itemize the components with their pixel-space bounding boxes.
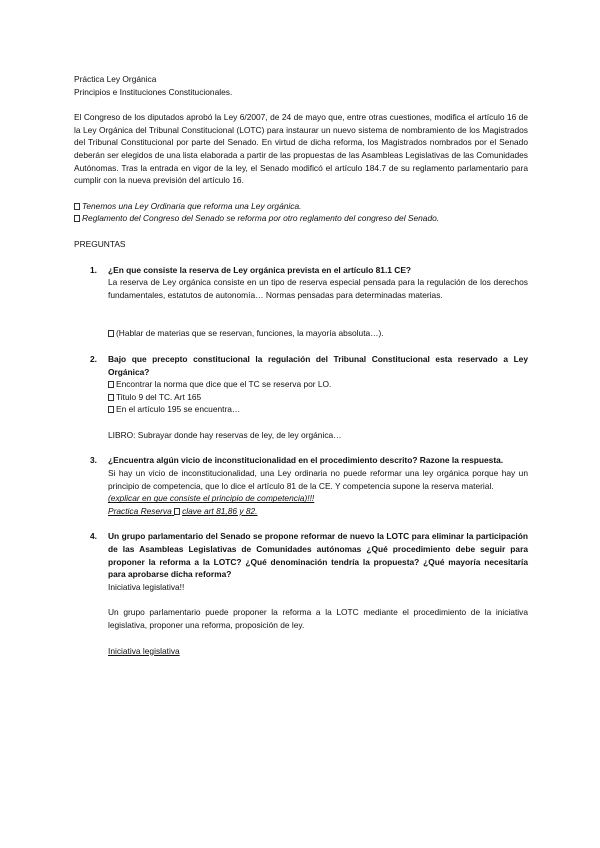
preguntas-heading: PREGUNTAS: [74, 238, 126, 249]
practice-note: [108, 505, 528, 518]
list-item: [108, 378, 528, 391]
question-number: 2.: [90, 353, 97, 364]
note-2-text: Reglamento del Congreso del Senado se reforma por otro reglamento del congreso del Senado.: [82, 213, 440, 224]
note-2: [74, 212, 528, 225]
doc-title: Práctica Ley Orgánica: [74, 74, 157, 84]
checkbox-icon: [108, 330, 114, 337]
question-title: Un grupo parlamentario del Senado se propone reformar de nuevo la LOTC para eliminar la participación de las Asambleas Legislativas de Comunidades autónomas ¿Qué procedimiento debe seguir para proponer la reforma a la LOTC? ¿Qué denominación tendría la propuesta? ¿Qué mayoría necesitaría para aprobarse dicha reforma?: [108, 531, 528, 580]
principle-note: (explicar en que consiste el principio de competencia)!!!: [108, 493, 315, 504]
list-item-text: Titulo 9 del TC. Art 165: [116, 391, 202, 402]
question-number: 4.: [90, 531, 97, 542]
question-title: ¿En que consiste la reserva de Ley orgánica prevista en el artículo 81.1 CE?: [108, 264, 412, 275]
list-item-text: En el artículo 195 se encuentra…: [116, 404, 241, 415]
libro-note: LIBRO: Subrayar donde hay reservas de ley, de ley orgánica…: [108, 429, 342, 440]
question-number: 3.: [90, 455, 97, 466]
list-item: [108, 391, 528, 404]
note-1: [74, 200, 528, 213]
question-1: [74, 264, 528, 340]
question-title: ¿Encuentra algún vicio de inconstitucionalidad en el procedimiento descrito? Razone la respuesta.: [108, 455, 504, 466]
checkbox-icon: [174, 508, 180, 515]
doc-subtitle: Principios e Instituciones Constitucionales.: [74, 86, 233, 97]
question-answer: Un grupo parlamentario puede proponer la reforma a la LOTC mediante el procedimiento de la iniciativa legislativa, proponer una reforma, proposición de ley.: [108, 607, 528, 630]
checkbox-icon: [108, 394, 114, 401]
list-item-text: Encontrar la norma que dice que el TC se reserva por LO.: [116, 379, 332, 390]
practice-note-text-b: clave art 81,86 y 82.: [182, 505, 258, 516]
question-answer: Si hay un vicio de inconstitucionalidad, una Ley ordinaria no puede reformar una ley orgánica porque hay un principio de competencia, que lo dice el artículo 81 de la CE. Y competencia supone la reserva material.: [108, 468, 528, 491]
checkbox-icon: [108, 381, 114, 388]
intro-paragraph: El Congreso de los diputados aprobó la Ley 6/2007, de 24 de mayo que, entre otras cuestiones, modifica el artículo 16 de la Ley Orgánica del Tribunal Constitucional (LOTC) para instaurar un nuevo sistema de nombramiento de los Magistrados del Tribunal Constitucional por parte del Senado. En virtud de dicha reforma, los Magistrados nombrados por el Senado deberán ser elegidos de una lista elaborada a partir de las propuestas de las Asambleas Legislativas de las Comunidades Autónomas. Tras la entrada en vigor de la ley, el Senado modificó el artículo 184.7 de su reglamento parlamentario para cumplir con la nueva previsión del artículo 16.: [74, 112, 528, 186]
checkbox-icon: [74, 203, 80, 210]
question-2: [74, 353, 528, 442]
practice-note-text-a: Practica Reserva: [108, 505, 172, 516]
note-1-text: Tenemos una Ley Ordinaria que reforma una Ley orgánica.: [82, 200, 302, 211]
checkbox-icon: [108, 406, 114, 413]
question-note: [108, 327, 528, 340]
question-answer: La reserva de Ley orgánica consiste en un tipo de reserva especial pensada para la regulación de los derechos fundamentales, estatutos de autonomía… Normas pensadas para determinadas materias.: [108, 277, 528, 300]
question-title: Bajo que precepto constitucional la regulación del Tribunal Constitucional esta reservado a Ley Orgánica?: [108, 353, 528, 377]
checkbox-icon: [74, 215, 80, 222]
question-note: Iniciativa legislativa!!: [108, 581, 185, 592]
question-number: 1.: [90, 264, 97, 275]
question-4: [74, 530, 528, 657]
question-3: [74, 454, 528, 517]
question-note-text: (Hablar de materias que se reservan, funciones, la mayoría absoluta…).: [116, 328, 384, 339]
list-item: [108, 403, 528, 416]
section-heading: Iniciativa legislativa: [108, 645, 180, 656]
